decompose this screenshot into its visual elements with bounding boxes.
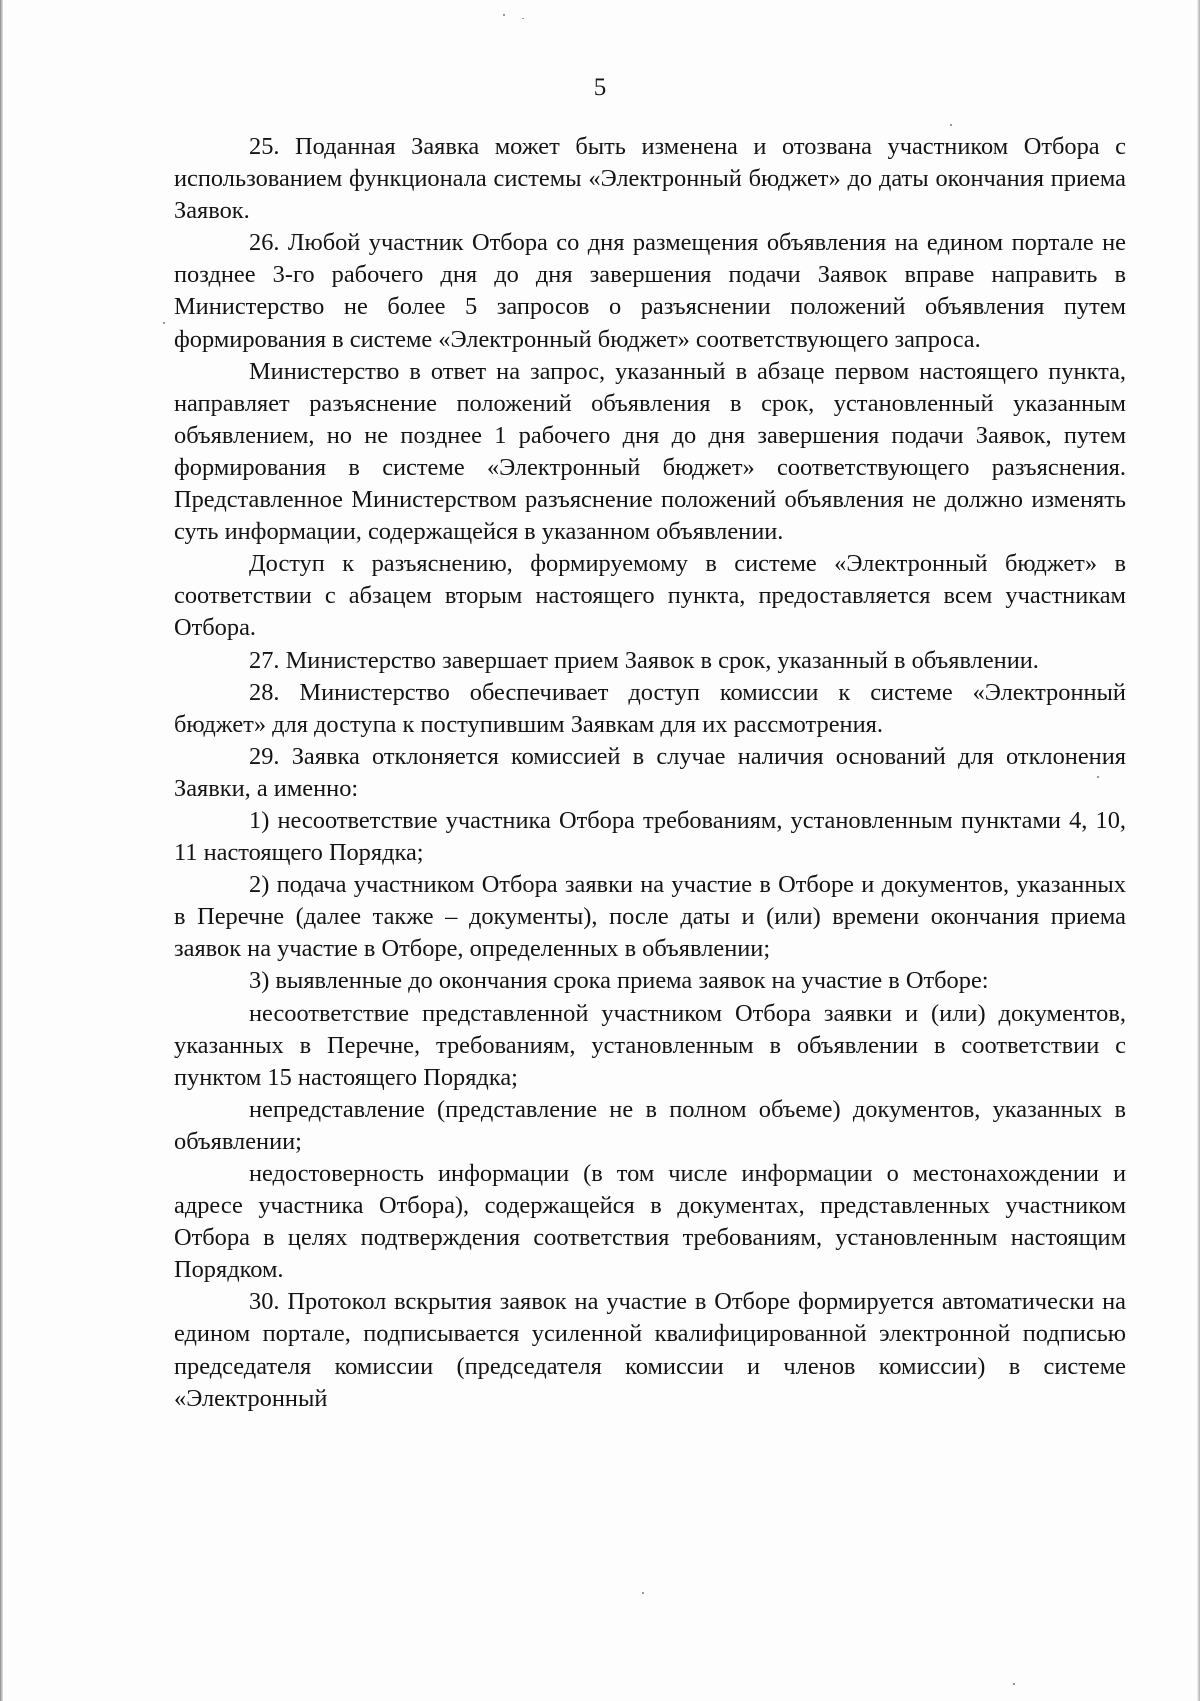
paragraph-27: 27. Министерство завершает прием Заявок в срок, указанный в объявлении. xyxy=(249,646,1039,674)
scan-speck xyxy=(950,124,952,126)
scan-speck xyxy=(642,1592,644,1594)
paragraph-29-item-1: 1) несоответствие участника Отбора требованиям, установленным пунктами 4, 10, 11 настоящего Порядка; xyxy=(174,806,1126,867)
scan-speck xyxy=(503,14,505,16)
paragraph-29-item-3-inaccuracy: недостоверность информации (в том числе информации о местонахождении и адресе участника Отбора), содержащейся в документах, представленных участником Отбора в целях подтверждения соответствия требованиям, установленным настоящим Порядком. xyxy=(174,1160,1126,1284)
paragraph-28: 28. Министерство обеспечивает доступ комиссии к системе «Электронный бюджет» для доступа к поступившим Заявкам для их рассмотрения. xyxy=(174,678,1126,738)
paragraph-29-item-3: 3) выявленные до окончания срока приема заявок на участие в Отборе: xyxy=(249,967,989,995)
paragraph-26-access: Доступ к разъяснению, формируемому в системе «Электронный бюджет» в соответствии с абзацем вторым настоящего пункта, предоставляется всем участникам Отбора. xyxy=(174,550,1126,642)
page-number: 5 xyxy=(593,74,607,101)
paragraph-26: 26. Любой участник Отбора со дня размещения объявления на едином портале не позднее 3-го рабочего дня до дня завершения подачи Заявок вправе направить в Министерство не более 5 запросов о разъяснении положений объявления путем формирования в системе «Электронный бюджет» соответствующего запроса. xyxy=(174,229,1126,353)
scan-speck xyxy=(163,322,165,324)
paragraph-29-item-3-missing: непредставление (представление не в полном объеме) документов, указанных в объявлении; xyxy=(174,1095,1126,1155)
scan-speck xyxy=(1013,1683,1015,1685)
scan-speck xyxy=(522,18,524,19)
paragraph-26-ministry-reply: Министерство в ответ на запрос, указанный в абзаце первом настоящего пункта, направляет разъяснение положений объявления в срок, установленный указанным объявлением, но не позднее 1 рабочего дня до дня завершения подачи Заявок, путем формирования в системе «Электронный бюджет» соответствующего разъяснения. Представленное Министерством разъяснение положений объявления не должно изменять суть информации, содержащейся в указанном объявлении. xyxy=(174,357,1126,546)
paragraph-30: 30. Протокол вскрытия заявок на участие в Отборе формируется автоматически на едином портале, подписывается усиленной квалифицированной электронной подписью председателя комиссии (председателя комиссии и членов комиссии) в системе «Электронный xyxy=(174,1288,1126,1412)
paragraph-29-item-3-mismatch: несоответствие представленной участником Отбора заявки и (или) документов, указанных в Перечне, требованиям, установленным в объявлении в соответствии с пунктом 15 настоящего Порядка; xyxy=(174,999,1126,1091)
paragraph-25: 25. Поданная Заявка может быть изменена и отозвана участником Отбора с использованием функционала системы «Электронный бюджет» до даты окончания приема Заявок. xyxy=(174,133,1126,225)
paragraph-29: 29. Заявка отклоняется комиссией в случае наличия оснований для отклонения Заявки, а именно: xyxy=(174,742,1126,802)
paragraph-29-item-2: 2) подача участником Отбора заявки на участие в Отборе и документов, указанных в Перечне (далее также – документы), после даты и (или) времени окончания приема заявок на участие в Отборе, определенных в объявлении; xyxy=(174,871,1126,963)
document-body xyxy=(174,131,1126,1415)
scan-edge-left xyxy=(0,0,3,1701)
